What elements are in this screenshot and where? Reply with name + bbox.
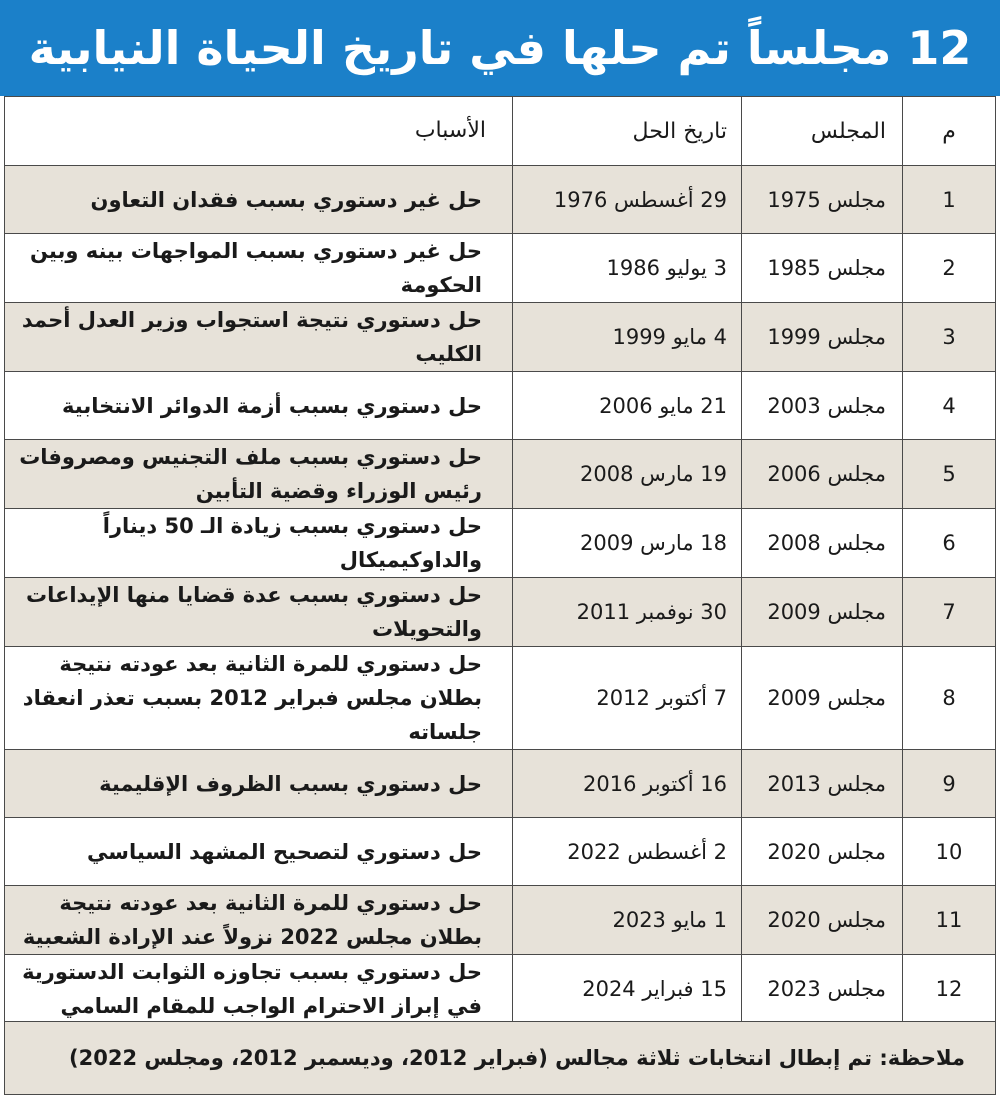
row-reason: حل دستوري للمرة الثانية بعد عودته نتيجة بطلان مجلس فبراير 2012 بسبب تعذر انعقاد جلساته [5,647,513,750]
row-number: 8 [903,647,996,750]
row-council: مجلس 2020 [742,818,903,886]
row-reason: حل دستوري نتيجة استجواب وزير العدل أحمد الكليب [5,303,513,372]
table-row [5,303,996,372]
row-reason: حل دستوري بسبب ملف التجنيس ومصروفات رئيس الوزراء وقضية التأبين [5,440,513,509]
table-row [5,440,996,509]
row-dissolution-date: 30 نوفمبر 2011 [513,578,742,647]
row-council: مجلس 2008 [742,509,903,578]
row-number: 5 [903,440,996,509]
row-reason: حل دستوري بسبب الظروف الإقليمية [5,750,513,818]
row-number: 7 [903,578,996,647]
header-council: المجلس [742,97,903,166]
row-number: 1 [903,166,996,234]
table-header-row [5,97,996,166]
row-number: 3 [903,303,996,372]
row-dissolution-date: 21 مايو 2006 [513,372,742,440]
row-council: مجلس 2013 [742,750,903,818]
row-dissolution-date: 18 مارس 2009 [513,509,742,578]
table-row [5,886,996,955]
row-number: 4 [903,372,996,440]
row-reason: حل دستوري لتصحيح المشهد السياسي [5,818,513,886]
row-council: مجلس 1975 [742,166,903,234]
header-reasons: الأسباب [5,97,513,166]
row-number: 11 [903,886,996,955]
table-row [5,647,996,750]
row-council: مجلس 1999 [742,303,903,372]
row-reason: حل دستوري بسبب أزمة الدوائر الانتخابية [5,372,513,440]
row-council: مجلس 2003 [742,372,903,440]
row-dissolution-date: 3 يوليو 1986 [513,234,742,303]
row-number: 9 [903,750,996,818]
table-row [5,818,996,886]
table-row [5,372,996,440]
row-reason: حل دستوري للمرة الثانية بعد عودته نتيجة بطلان مجلس 2022 نزولاً عند الإرادة الشعبية [5,886,513,955]
row-dissolution-date: 16 أكتوبر 2016 [513,750,742,818]
row-dissolution-date: 7 أكتوبر 2012 [513,647,742,750]
row-number: 2 [903,234,996,303]
row-dissolution-date: 29 أغسطس 1976 [513,166,742,234]
table-row [5,955,996,1024]
table-row [5,166,996,234]
row-dissolution-date: 4 مايو 1999 [513,303,742,372]
row-council: مجلس 1985 [742,234,903,303]
table-row [5,234,996,303]
header-date: تاريخ الحل [513,97,742,166]
footnote: ملاحظة: تم إبطال انتخابات ثلاثة مجالس (فبراير 2012، وديسمبر 2012، ومجلس 2022) [4,1021,996,1095]
table-row [5,750,996,818]
row-dissolution-date: 2 أغسطس 2022 [513,818,742,886]
row-reason: حل دستوري بسبب تجاوزه الثوابت الدستورية في إبراز الاحترام الواجب للمقام السامي [5,955,513,1024]
row-council: مجلس 2009 [742,578,903,647]
row-reason: حل غير دستوري بسبب المواجهات بينه وبين الحكومة [5,234,513,303]
row-number: 10 [903,818,996,886]
row-council: مجلس 2020 [742,886,903,955]
row-dissolution-date: 19 مارس 2008 [513,440,742,509]
dissolved-councils-table [4,96,996,1024]
table-row [5,578,996,647]
row-dissolution-date: 1 مايو 2023 [513,886,742,955]
table-row [5,509,996,578]
row-council: مجلس 2006 [742,440,903,509]
row-reason: حل دستوري بسبب زيادة الـ 50 ديناراً والداوكيميكال [5,509,513,578]
row-reason: حل دستوري بسبب عدة قضايا منها الإيداعات والتحويلات [5,578,513,647]
row-council: مجلس 2009 [742,647,903,750]
page-title: 12 مجلساً تم حلها في تاريخ الحياة النيابية [0,0,1000,96]
row-reason: حل غير دستوري بسبب فقدان التعاون [5,166,513,234]
row-council: مجلس 2023 [742,955,903,1024]
row-number: 12 [903,955,996,1024]
row-dissolution-date: 15 فبراير 2024 [513,955,742,1024]
table-body [5,166,996,1024]
row-number: 6 [903,509,996,578]
header-num: م [903,97,996,166]
